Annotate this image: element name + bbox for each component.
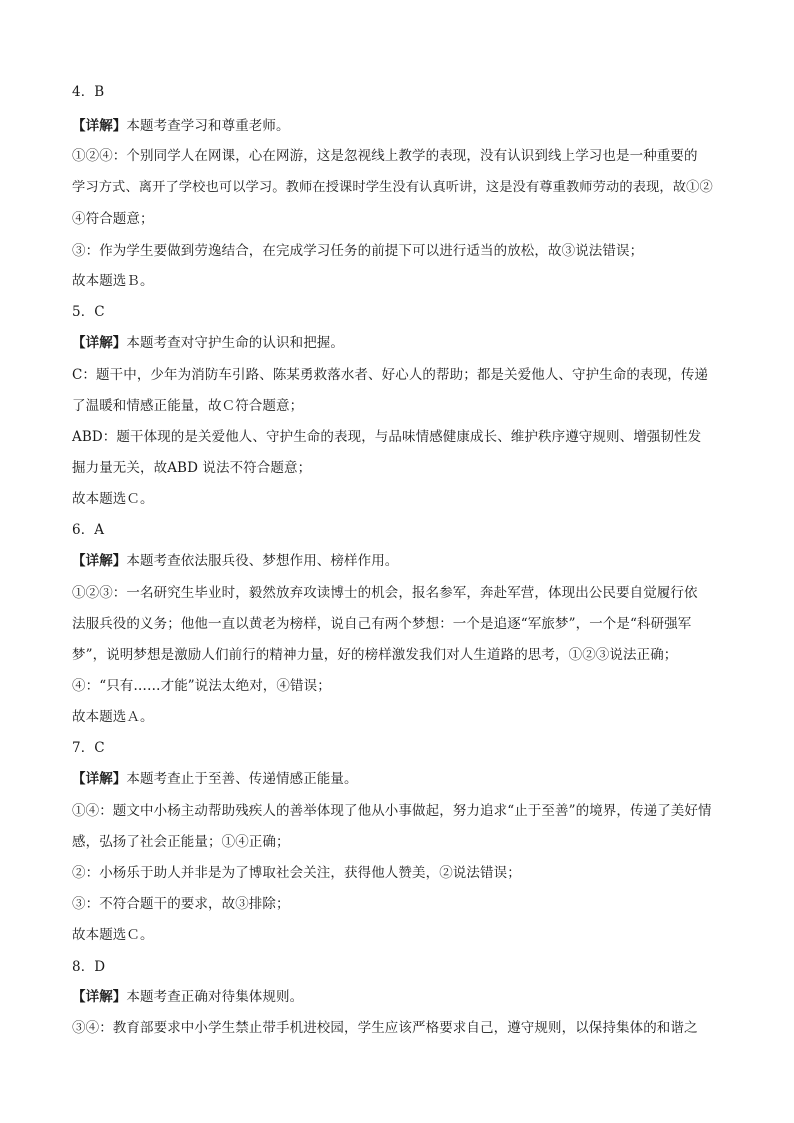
answer-number-6: 6．A [72,522,105,538]
detail-line: ①④：题文中小杨主动帮助残疾人的善举体现了他从小事做起，努力追求“止于至善”的境界，传递了美好情 [72,803,712,819]
detail-line: ①②③：一名研究生毕业时，毅然放弃攻读博士的机会，报名参军，奔赴军营，体现出公民要自觉履行依 [72,585,698,601]
detail-line: 法服兵役的义务；他他一直以黄老为榜样，说自己有两个梦想：一个是追逐“军旅梦”，一个是“科研强军 [72,616,692,632]
detail-line: ②：小杨乐于助人并非是为了博取社会关注，获得他人赞美，②说法错误； [72,865,521,881]
detail-line: 学习方式、离开了学校也可以学习。教师在授课时学生没有认真听讲，这是没有尊重教师劳动的表现，故①② [72,180,713,195]
detail-heading-8 [72,988,722,1006]
detail-line: 掘力量无关，故ABD 说法不符合题意； [72,460,312,476]
conclusion-line: 故本题选Ｃ。 [72,491,154,507]
answer-number-8: 8．D [72,959,106,975]
detail-tag: 【详解】 [72,118,127,134]
detail-line: 梦”，说明梦想是激励人们前行的精神力量，好的榜样激发我们对人生道路的思考，①②③说法正确； [72,647,678,663]
detail-line: C：题干中，少年为消防车引路、陈某勇救落水者、好心人的帮助；都是关爱他人、守护生命的表现，传递 [72,367,709,383]
detail-heading-6 [72,552,722,570]
answer-number-4: 4．B [72,84,105,100]
answer-number-5: 5．C [72,304,105,320]
detail-line: ③④：教育部要求中小学生禁止带手机进校园，学生应该严格要求自己，遵守规则，以保持集体的和谐之 [72,1020,698,1036]
conclusion-line: 故本题选Ｃ。 [72,927,154,943]
detail-tag: 【详解】 [72,335,127,351]
detail-tag: 【详解】 [72,989,127,1005]
detail-tag: 【详解】 [72,771,127,787]
answer-number-7: 7．C [72,740,105,756]
detail-heading-7 [72,770,722,788]
detail-line: 了温暖和情感正能量，故Ｃ符合题意； [72,398,304,414]
detail-line: 感，弘扬了社会正能量；①④正确； [72,834,290,850]
detail-summary: 本题考查止于至善、传递情感正能量。 [126,771,358,787]
detail-heading-4 [72,117,722,135]
conclusion-line: 故本题选Ａ。 [72,709,154,725]
conclusion-line: 故本题选Ｂ。 [72,273,154,289]
detail-summary: 本题考查依法服兵役、梦想作用、榜样作用。 [126,553,399,569]
detail-summary: 本题考查正确对待集体规则。 [126,989,304,1005]
detail-heading-5 [72,334,722,352]
detail-line: ABD：题干体现的是关爱他人、守护生命的表现，与品味情感健康成长、维护秩序遵守规则、增强韧性发 [72,429,702,445]
detail-summary: 本题考查学习和尊重老师。 [126,118,290,134]
detail-line: ③：不符合题干的要求，故③排除； [72,896,290,912]
detail-line: ①②④：个别同学人在网课，心在网游，这是忽视线上教学的表现，没有认识到线上学习也是一种重要的 [72,148,698,164]
detail-tag: 【详解】 [72,553,127,569]
detail-line: ③：作为学生要做到劳逸结合，在完成学习任务的前提下可以进行适当的放松，故③说法错误； [72,243,644,259]
detail-line: ④：“只有……才能”说法太绝对，④错误； [72,678,331,694]
detail-summary: 本题考查对守护生命的认识和把握。 [126,335,345,351]
detail-line: ④符合题意； [72,211,154,227]
